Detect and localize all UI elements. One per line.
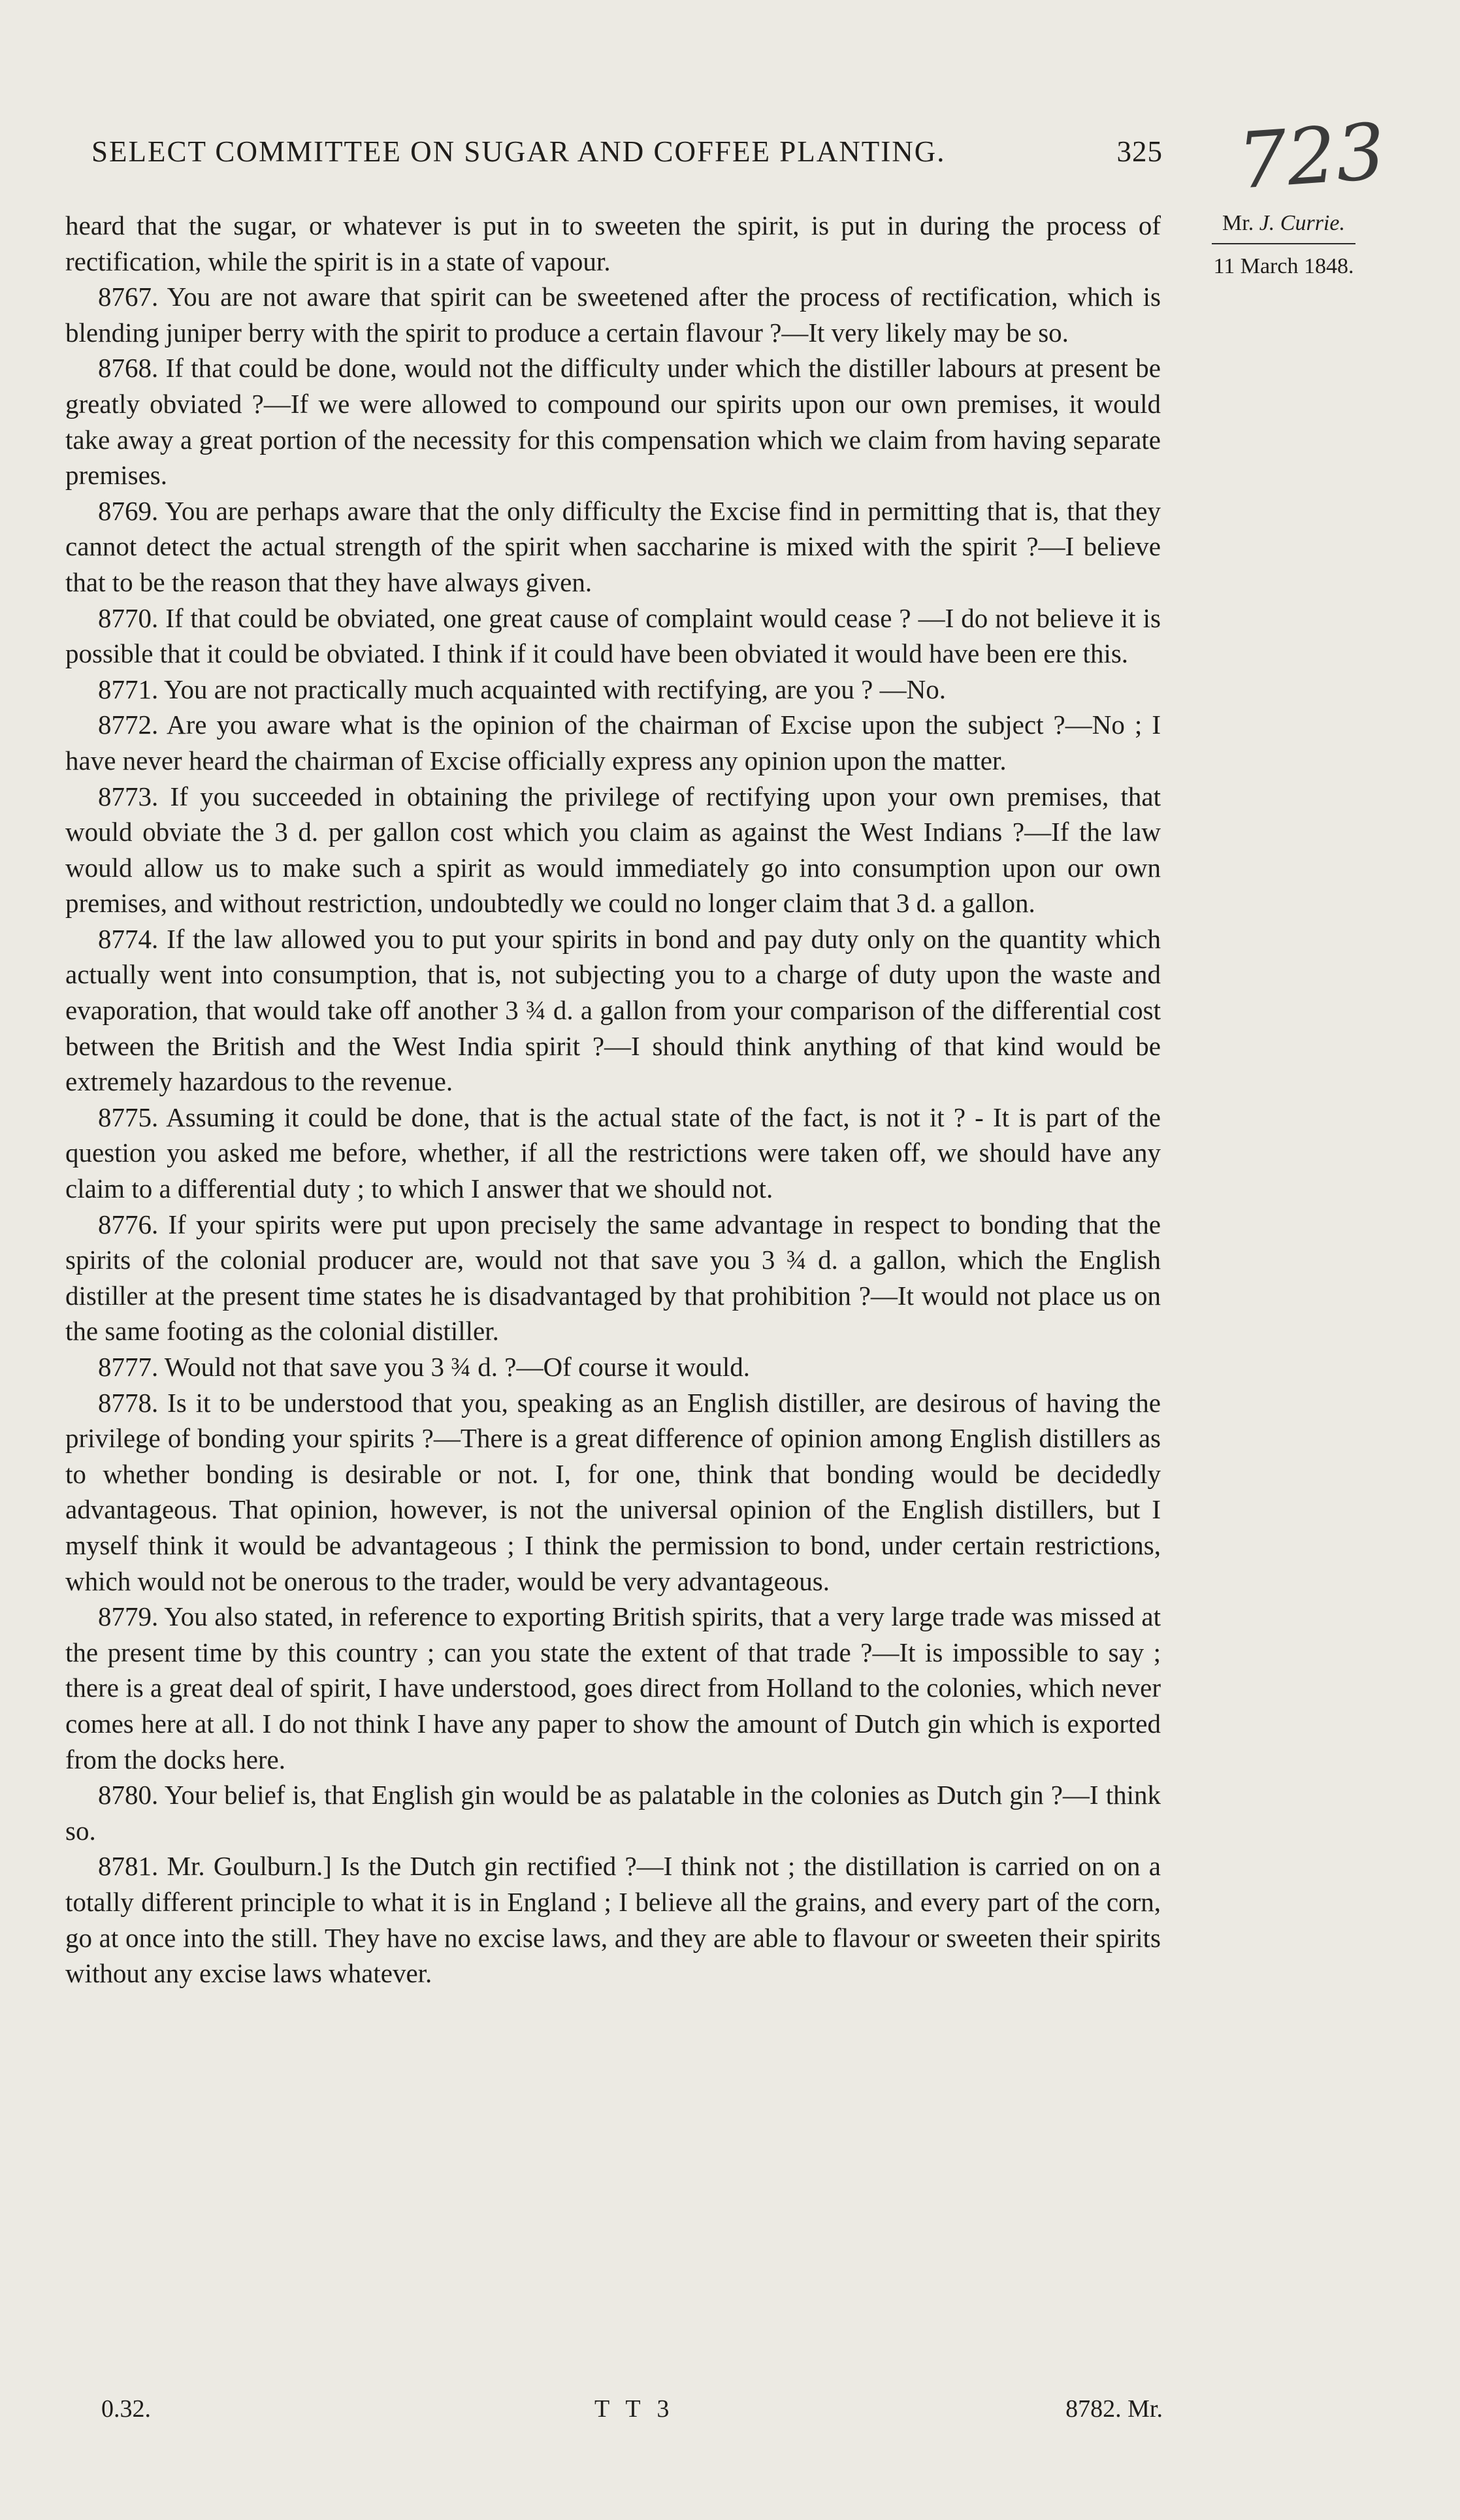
handwritten-folio-number: 723 [1235,106,1388,206]
paragraph-continuation: heard that the sugar, or whatever is put in to sweeten the spirit, is put in during the process of rectification, while the spirit is in a state of vapour. [65,210,1161,276]
paragraph-8779: 8779. You also stated, in reference to exporting British spirits, that a very large trade was missed at the present time by this country ; can you state the extent of that trade ?—It is impossible to say ; there is a great deal of spirit, I have understood, goes direct from Holland to the colonies, which never comes here at all. I do not think I have any paper to show the amount of Dutch gin which is exported from the docks here. [65,1601,1161,1775]
footer-sheet-number: 0.32. [101,2395,151,2423]
paragraph-8777: 8777. Would not that save you 3 ¾ d. ?—Of course it would. [98,1352,751,1382]
running-title: SELECT COMMITTEE ON SUGAR AND COFFEE PLANTING. [91,135,946,168]
paragraph-8771: 8771. You are not practically much acquainted with rectifying, are you ? —No. [98,674,946,704]
footer-signature-mark: T T 3 [594,2395,675,2423]
paragraph-8780: 8780. Your belief is, that English gin would be as palatable in the colonies as Dutch gin ?—I think so. [65,1780,1161,1846]
paragraph-8772: 8772. Are you aware what is the opinion of the chairman of Excise upon the subject ?—No ; I have never heard the chairman of Excise officially express any opinion upon the matter. [65,710,1161,776]
paragraph-8769: 8769. You are perhaps aware that the only difficulty the Excise find in permitting that is, that they cannot detect the actual strength of the spirit when saccharine is mixed with the spirit ?—I believe that to be the reason that they have always given. [65,495,1161,597]
main-text [65,208,1161,1991]
paragraph-8781: 8781. Mr. Goulburn.] Is the Dutch gin rectified ?—I think not ; the distillation is carried on on a totally different principle to what it is in England ; I believe all the grains, and every part of the corn, go at once into the still. They have no excise laws, and they are able to flavour or sweeten their spirits without any excise laws whatever. [65,1851,1161,1989]
paragraph-8776: 8776. If your spirits were put upon precisely the same advantage in respect to bonding that the spirits of the colonial producer are, would not that save you 3 ¾ d. a gallon, which the English distiller at the present time states he is disadvantaged by that prohibition ?—It would not place us on the same footing as the colonial distiller. [65,1209,1161,1347]
paragraph-8768: 8768. If that could be done, would not the difficulty under which the distiller labours at present be greatly obviated ?—If we were allowed to compound our spirits upon our own premises, it would take away a great portion of the necessity for this compensation which we claim from having separate premises. [65,353,1161,491]
page-header [91,135,1163,169]
testimony-date: 11 March 1848. [1213,254,1354,278]
paragraph-8770: 8770. If that could be obviated, one great cause of complaint would cease ? —I do not believe it is possible that it could be obviated. I think if it could have been obviated it would have been ere this. [65,602,1161,669]
paragraph-8773: 8773. If you succeeded in obtaining the privilege of rectifying upon your own premises, that would obviate the 3 d. per gallon cost which you claim as against the West Indians ?—If the law would allow us to make such a spirit as would immediately go into consumption upon our own premises, and without restriction, undoubtedly we could no longer claim that 3 d. a gallon. [65,781,1161,919]
footer-catchword: 8782. Mr. [1065,2395,1163,2423]
witness-surname: J. Currie. [1259,211,1345,235]
paragraph-8767: 8767. You are not aware that spirit can be sweetened after the process of rectification, which is blending juniper berry with the spirit to produce a certain flavour ?—It very likely may be so. [65,282,1161,348]
paragraph-8775: 8775. Assuming it could be done, that is the actual state of the fact, is not it ? - It is part of the question you asked me before, whether, if all the restrictions were taken off, we should have any claim to a differential duty ; to which I answer that we should not. [65,1102,1161,1204]
paragraph-8774: 8774. If the law allowed you to put your spirits in bond and pay duty only on the quantity which actually went into consumption, that is, not subjecting you to a charge of duty upon the waste and evaporation, that would take off another 3 ¾ d. a gallon from your comparison of the differential cost between the British and the West India spirit ?—I should think anything of that kind would be extremely hazardous to the revenue. [65,923,1161,1097]
paragraph-8778: 8778. Is it to be understood that you, speaking as an English distiller, are desirous of having the privilege of bonding your spirits ?—There is a great difference of opinion among English distillers as to whether bonding is desirable or not. I, for one, think that bonding would be decidedly advantageous. That opinion, however, is not the universal opinion of the English distillers, but I myself think it would be advantageous ; I think the permission to bond, under certain restrictions, which would not be onerous to the trader, would be very advantageous. [65,1387,1161,1596]
margin-rule [1212,243,1355,244]
margin-note [1179,208,1388,282]
witness-prefix: Mr. [1222,211,1254,235]
witness-name [1179,208,1388,239]
page-number: 325 [1116,135,1163,168]
